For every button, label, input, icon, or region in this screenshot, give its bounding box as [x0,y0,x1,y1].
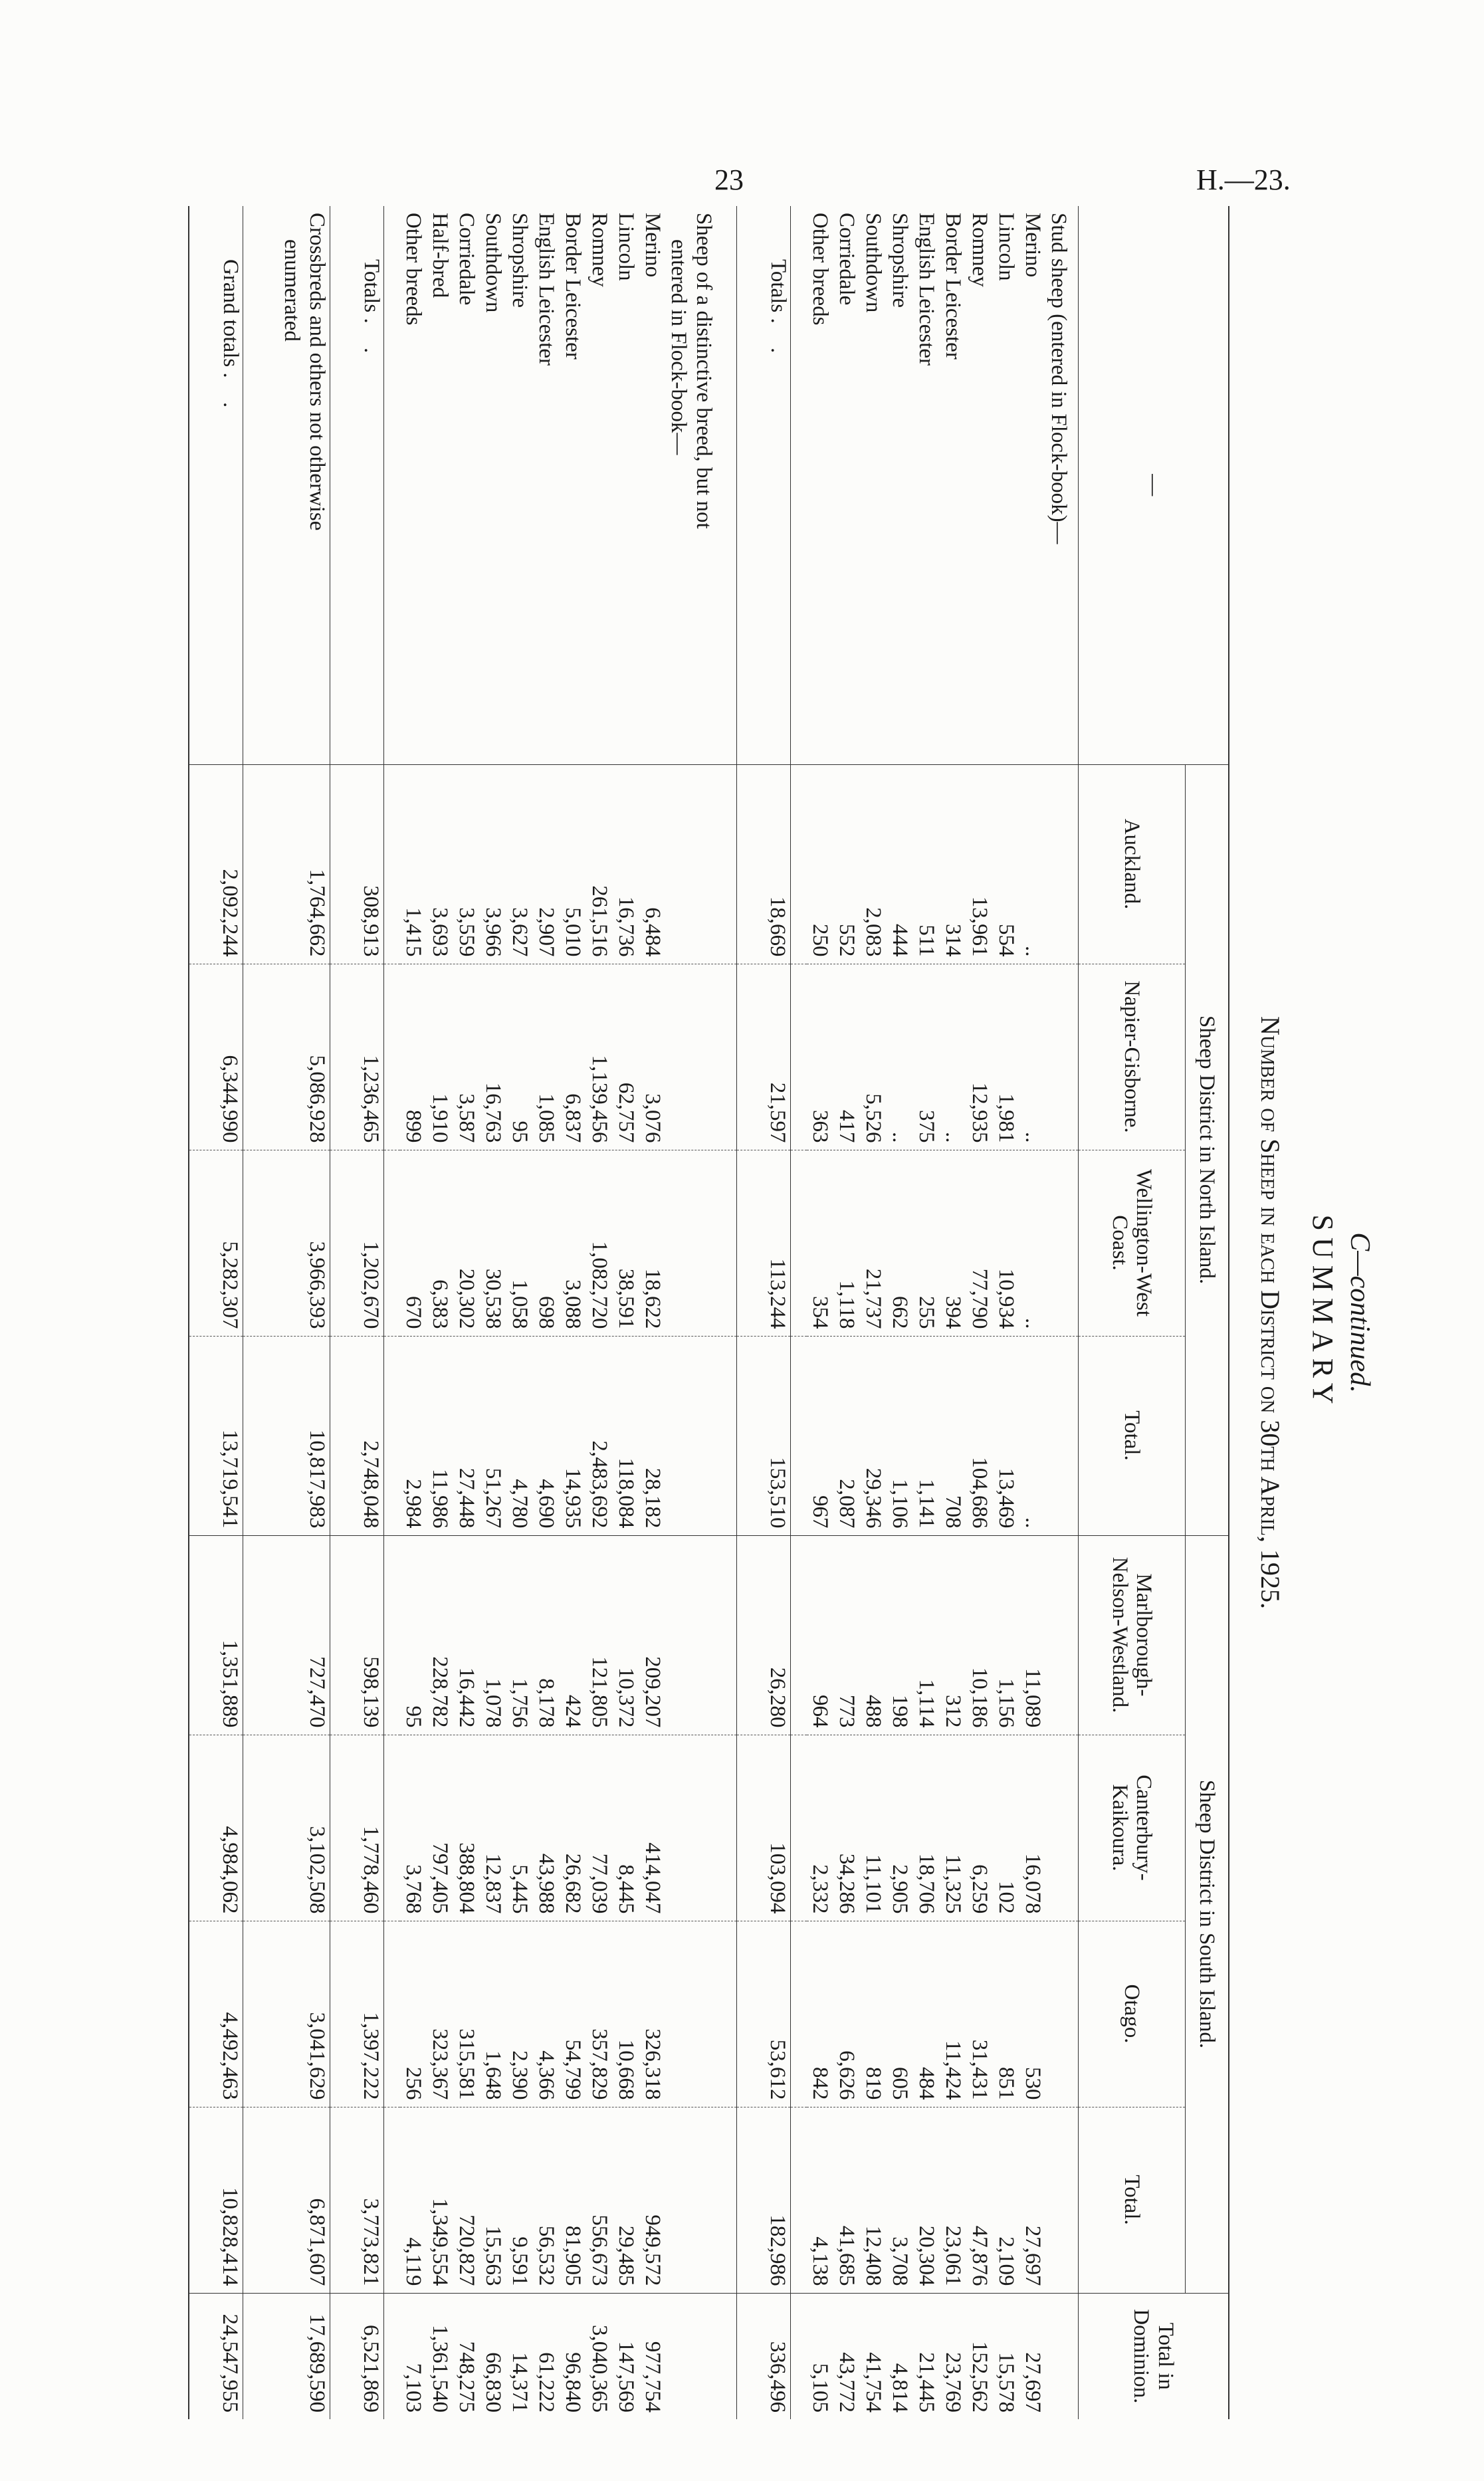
table-cell: 15,563 [481,2225,505,2286]
flock-totals-label: Totals . . [330,206,384,764]
stud-total-canterbury: 103,094 [737,1735,791,1921]
table-cell: 27,697 [1021,2352,1045,2413]
grand-totals-label: Grand totals . . [189,206,243,764]
table-cell: 773 [835,1695,859,1728]
crossbreds-north-total: 10,817,983 [243,1336,330,1535]
table-cell: 2,332 [808,1864,832,1914]
table-cell: 10,668 [614,2039,638,2100]
table-cell: 899 [401,1110,425,1143]
table-cell: 5,526 [861,1093,885,1143]
table-cell: 12,935 [968,1082,992,1143]
rotated-table-page [186,206,1382,2419]
flock-total-south: 3,773,821 [330,2107,384,2293]
table-cell: 2,907 [534,907,558,957]
stud-sheep-block [807,206,1079,2419]
continued-label: C—continued. [1344,1232,1375,1393]
sheep-summary-table [188,206,1229,2419]
table-cell: 250 [808,924,832,957]
table-cell: 1,118 [835,1280,859,1329]
table-cell: 6,484 [641,907,665,957]
table-cell: 363 [808,1110,832,1143]
table-cell: 8,178 [534,1678,558,1728]
flock-col-napier [400,964,737,1150]
breed-label: Border Leicester [561,213,585,360]
table-cell: 27,448 [455,1467,478,1529]
grand-dominion: 24,547,955 [189,2293,243,2419]
col-header-north-total: Total. [1079,1336,1186,1535]
table-cell: 31,431 [968,2039,992,2100]
table-cell: 1,981 [994,1093,1018,1143]
table-cell: 13,469 [994,1467,1018,1529]
table-cell: 2,109 [994,2236,1018,2286]
table-cell: 14,371 [508,2352,532,2413]
table-cell: 3,966 [481,907,505,957]
table-cell: 414,047 [641,1842,665,1914]
stud-col-canterbury [807,1735,1079,1921]
table-cell: 255 [914,1296,938,1329]
table-cell: 357,829 [587,2028,611,2100]
table-cell: 54,799 [561,2039,585,2100]
col-header-auckland: Auckland. [1079,764,1186,964]
crossbreds-canterbury: 3,102,508 [243,1735,330,1921]
north-island-group: Sheep District in North Island. [1186,764,1229,1535]
col-header-otago: Otago. [1079,1921,1186,2107]
table-cell: 10,186 [968,1667,992,1728]
table-cell: 11,424 [941,2040,965,2100]
table-cell: 3,040,365 [587,2325,611,2413]
table-cell: 3,587 [455,1093,478,1143]
table-cell: 18,706 [914,1853,938,1914]
table-cell: 77,790 [968,1268,992,1329]
stud-breed-list [807,213,1046,758]
stud-col-auckland [807,764,1079,964]
table-cell: 1,139,456 [587,1055,611,1143]
table-cell: 29,485 [614,2225,638,2286]
stud-total-napier: 21,597 [737,964,791,1150]
table-cell: 16,736 [614,896,638,957]
table-cell: 5,105 [808,2363,832,2413]
table-cell: 511 [914,924,938,957]
flock-col-north-total [400,1336,737,1535]
table-cell: 977,754 [641,2341,665,2413]
table-cell: 1,141 [914,1479,938,1529]
table-cell: .. [1021,1318,1045,1329]
stud-col-napier [807,964,1079,1150]
table-cell: 11,986 [428,1468,452,1529]
table-cell: 2,390 [508,2050,532,2100]
stud-total-auckland: 18,669 [737,764,791,964]
stud-col-dominion [807,2293,1079,2419]
table-cell: 488 [861,1695,885,1728]
table-cell: 61,222 [534,2352,558,2413]
grand-north-total: 13,719,541 [189,1336,243,1535]
table-cell: 1,106 [888,1479,912,1529]
table-cell: 842 [808,2067,832,2100]
table-cell: 964 [808,1695,832,1728]
table-cell: 26,682 [561,1853,585,1914]
stud-totals-label: Totals . . [737,206,791,764]
table-cell: 1,058 [508,1279,532,1329]
breed-label: Merino [1021,213,1045,278]
flock-col-marlborough [400,1535,737,1735]
stud-labels [807,206,1079,764]
table-cell: 4,119 [401,2237,425,2286]
breed-label: Lincoln [994,213,1018,281]
table-cell: 28,182 [641,1467,665,1529]
table-cell: 81,905 [561,2225,585,2286]
table-cell: 1,114 [914,1679,938,1728]
breed-label: Corriedale [455,213,478,306]
table-cell: 354 [808,1296,832,1329]
table-cell: 43,988 [534,1853,558,1914]
table-cell: 1,910 [428,1093,452,1143]
table-cell: .. [1021,1132,1045,1143]
table-cell: 3,076 [641,1093,665,1143]
table-cell: 66,830 [481,2352,505,2413]
table-cell: 375 [914,1110,938,1143]
flock-total-wellington: 1,202,670 [330,1150,384,1336]
breed-label: English Leicester [534,213,558,366]
table-cell: 96,840 [561,2352,585,2413]
table-cell: 1,756 [508,1678,532,1728]
table-cell: 797,405 [428,1842,452,1914]
table-cell: 152,562 [968,2341,992,2413]
table-cell: 312 [941,1695,965,1728]
table-cell: 4,690 [534,1479,558,1529]
grand-auckland: 2,092,244 [189,764,243,964]
grand-canterbury: 4,984,062 [189,1735,243,1921]
breed-label: Southdown [481,213,505,313]
table-cell: 261,516 [587,885,611,957]
table-cell: 30,538 [481,1268,505,1329]
flock-col-otago [400,1921,737,2107]
table-cell: 16,442 [455,1667,478,1728]
table-cell: 444 [888,924,912,957]
table-cell: 6,837 [561,1093,585,1143]
flock-total-otago: 1,397,222 [330,1921,384,2107]
table-cell: 4,138 [808,2236,832,2286]
table-cell: 326,318 [641,2028,665,2100]
table-cell: 2,083 [861,907,885,957]
table-cell: 388,804 [455,1842,478,1914]
stud-totals-row [737,206,791,2419]
table-cell: 23,061 [941,2225,965,2286]
table-header [1255,206,1376,2419]
breed-label: English Leicester [914,213,938,366]
grand-totals-row [189,206,243,2419]
table-cell: 118,084 [614,1457,638,1529]
south-island-group: Sheep District in South Island. [1186,1535,1229,2293]
stud-col-otago [807,1921,1079,2107]
table-cell: 4,814 [888,2363,912,2413]
flock-col-canterbury [400,1735,737,1921]
table-cell: 698 [534,1296,558,1329]
breed-label: Corriedale [835,213,859,306]
crossbreds-row [243,206,330,2419]
table-cell: 9,591 [508,2236,532,2286]
table-cell: .. [1021,946,1045,957]
table-cell: 424 [561,1695,585,1728]
table-cell: 11,089 [1021,1668,1045,1728]
breed-label: Southdown [861,213,885,313]
table-cell: 77,039 [587,1853,611,1914]
stud-col-wellington [807,1150,1079,1336]
table-cell: 121,805 [587,1656,611,1728]
grand-napier: 6,344,990 [189,964,243,1150]
table-cell: 323,367 [428,2028,452,2100]
flock-col-dominion [400,2293,737,2419]
table-cell: 95 [401,1705,425,1728]
crossbreds-napier: 5,086,928 [243,964,330,1150]
table-cell: 3,693 [428,907,452,957]
flock-labels [400,206,737,764]
breed-label: Other breeds [401,213,425,326]
table-cell: 2,905 [888,1864,912,1914]
flock-breed-list [400,213,666,758]
stud-col-north-total [807,1336,1079,1535]
table-cell: 62,757 [614,1082,638,1143]
table-cell: 14,935 [561,1467,585,1529]
stud-total-dominion: 336,496 [737,2293,791,2419]
table-cell: .. [888,1132,912,1143]
table-cell: 3,708 [888,2236,912,2286]
table-cell: 41,754 [861,2352,885,2413]
table-cell: 3,627 [508,907,532,957]
crossbreds-wellington: 3,966,393 [243,1150,330,1336]
crossbreds-dominion: 17,689,590 [243,2293,330,2419]
table-cell: 209,207 [641,1656,665,1728]
table-cell: 662 [888,1296,912,1329]
breed-label: Lincoln [614,213,638,281]
table-cell: 708 [941,1495,965,1529]
table-cell: 23,769 [941,2352,965,2413]
breed-label: Border Leicester [941,213,965,360]
flock-col-south-total [400,2107,737,2293]
table-cell: 2,984 [401,1479,425,1529]
table-cell: 720,827 [455,2214,478,2286]
table-subtitle: Number of Sheep in each District on 30th April, 1925. [1255,1016,1285,1610]
stud-total-south: 182,986 [737,2107,791,2293]
table-cell: 29,346 [861,1467,885,1529]
stud-total-wellington: 113,244 [737,1150,791,1336]
table-cell: 1,349,554 [428,2198,452,2286]
table-cell: 4,780 [508,1479,532,1529]
table-cell: 6,626 [835,2050,859,2100]
col-header-south-total: Total. [1079,2107,1186,2293]
stud-col-south-total [807,2107,1079,2293]
stud-col-marlborough [807,1535,1079,1735]
table-cell: 95 [508,1121,532,1143]
table-cell: 949,572 [641,2214,665,2286]
table-cell: 47,876 [968,2225,992,2286]
table-cell: 6,383 [428,1279,452,1329]
table-cell: 198 [888,1695,912,1728]
table-cell: .. [1021,1517,1045,1529]
flock-total-napier: 1,236,465 [330,964,384,1150]
table-cell: 1,415 [401,907,425,957]
table-cell: 484 [914,2067,938,2100]
table-cell: 554 [994,924,1018,957]
table-cell: 4,366 [534,2050,558,2100]
crossbreds-otago: 3,041,629 [243,1921,330,2107]
crossbreds-marlborough: 727,470 [243,1535,330,1735]
table-cell: 51,267 [481,1467,505,1529]
flock-total-dominion: 6,521,869 [330,2293,384,2419]
col-header-canterbury-kaikoura: Canterbury-Kaikoura. [1079,1735,1186,1921]
flock-heading: Sheep of a distinctive breed, but not entered in Flock-book— [667,213,716,529]
table-cell: 104,686 [968,1457,992,1529]
table-cell: 256 [401,2067,425,2100]
table-cell: 819 [861,2067,885,2100]
table-cell: 1,085 [534,1093,558,1143]
label-column-header: — [1079,206,1229,764]
table-cell: 7,103 [401,2363,425,2413]
table-cell: 147,569 [614,2341,638,2413]
breed-label: Other breeds [808,213,832,326]
stud-heading: Stud sheep (entered in Flock-book)— [1047,213,1071,544]
crossbreds-auckland: 1,764,662 [243,764,330,964]
table-cell: 34,286 [835,1853,859,1914]
flock-sheep-block [400,206,737,2419]
breed-label: Shropshire [508,213,532,308]
table-cell: 5,010 [561,907,585,957]
table-cell: 748,275 [455,2341,478,2413]
table-cell: 1,082,720 [587,1241,611,1329]
table-cell: 43,772 [835,2352,859,2413]
table-cell: 2,087 [835,1479,859,1529]
grand-wellington: 5,282,307 [189,1150,243,1336]
table-cell: 41,685 [835,2225,859,2286]
table-cell: 21,445 [914,2352,938,2413]
stud-total-north: 153,510 [737,1336,791,1535]
table-cell: 11,325 [941,1854,965,1914]
table-cell: 552 [835,924,859,957]
crossbreds-label: Crossbreds and others not otherwise enumerated [243,206,330,764]
table-cell: 20,302 [455,1268,478,1329]
table-cell: 1,156 [994,1678,1018,1728]
table-cell: 394 [941,1296,965,1329]
table-cell: 3,088 [561,1279,585,1329]
table-cell: 2,483,692 [587,1440,611,1529]
flock-total-canterbury: 1,778,460 [330,1735,384,1921]
stud-total-marlborough: 26,280 [737,1535,791,1735]
table-cell: 13,961 [968,896,992,957]
summary-title: SUMMARY [1307,1214,1339,1411]
table-cell: 12,837 [481,1853,505,1914]
table-cell: 16,763 [481,1082,505,1143]
breed-label: Half-bred [428,213,452,298]
page-code: H.—23. [1196,163,1291,196]
table-cell: 670 [401,1296,425,1329]
table-cell: 102 [994,1881,1018,1914]
flock-total-marlborough: 598,139 [330,1535,384,1735]
table-cell: 15,578 [994,2352,1018,2413]
table-cell: 11,101 [861,1854,885,1914]
grand-south-total: 10,828,414 [189,2107,243,2293]
table-cell: 12,408 [861,2225,885,2286]
table-cell: 314 [941,924,965,957]
col-header-dominion-total: Total in Dominion. [1079,2293,1229,2419]
table-cell: 56,532 [534,2225,558,2286]
table-cell: 5,445 [508,1864,532,1914]
breed-label: Merino [641,213,665,278]
table-cell: 1,648 [481,2050,505,2100]
table-cell: 1,361,540 [428,2325,452,2413]
stud-total-otago: 53,612 [737,1921,791,2107]
breed-label: Romney [587,213,611,287]
table-cell: 530 [1021,2067,1045,2100]
table-cell: 228,782 [428,1656,452,1728]
table-cell: 315,581 [455,2028,478,2100]
flock-totals-row [330,206,384,2419]
table-cell: 8,445 [614,1864,638,1914]
table-cell: 10,372 [614,1667,638,1728]
col-header-wellington-west-coast: Wellington-West Coast. [1079,1150,1186,1336]
grand-marlborough: 1,351,889 [189,1535,243,1735]
flock-total-north: 2,748,048 [330,1336,384,1535]
breed-label: Shropshire [888,213,912,308]
flock-col-wellington [400,1150,737,1336]
table-cell: 6,259 [968,1864,992,1914]
table-cell: 16,078 [1021,1853,1045,1914]
table-cell: 1,078 [481,1678,505,1728]
table-cell: 18,622 [641,1268,665,1329]
grand-otago: 4,492,463 [189,1921,243,2107]
table-cell: 27,697 [1021,2225,1045,2286]
page-number: 23 [714,163,744,196]
flock-col-auckland [400,764,737,964]
col-header-napier-gisborne: Napier-Gisborne. [1079,964,1186,1150]
flock-total-auckland: 308,913 [330,764,384,964]
table-cell: 21,737 [861,1268,885,1329]
table-cell: .. [941,1132,965,1143]
col-header-marlborough-nelson-westland: Marlborough-Nelson-Westland. [1079,1535,1186,1735]
table-cell: 10,934 [994,1268,1018,1329]
table-cell: 3,559 [455,907,478,957]
table-cell: 417 [835,1110,859,1143]
table-cell: 3,768 [401,1864,425,1914]
crossbreds-south-total: 6,871,607 [243,2107,330,2293]
table-cell: 605 [888,2067,912,2100]
table-cell: 851 [994,2067,1018,2100]
table-cell: 967 [808,1495,832,1529]
table-cell: 556,673 [587,2214,611,2286]
breed-label: Romney [968,213,992,287]
table-cell: 38,591 [614,1268,638,1329]
table-cell: 20,304 [914,2225,938,2286]
